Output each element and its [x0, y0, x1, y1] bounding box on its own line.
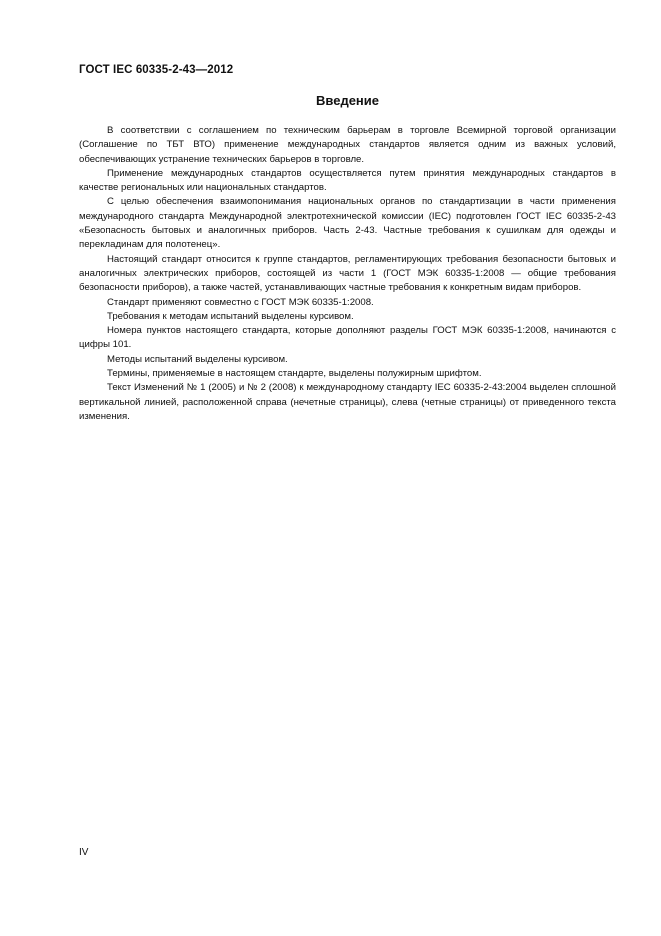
- paragraph-amendments: Текст Изменений № 1 (2005) и № 2 (2008) к международному стандарту IEC 60335-2-43:2004 выделен сплошной вертикальной линией, расположенной справа (нечетные страницы), слева (четные страницы) от приведенного текста изменения.: [79, 382, 616, 422]
- section-title: Введение: [316, 93, 379, 108]
- paragraph-test-methods: Методы испытаний выделены курсивом.: [107, 353, 288, 365]
- paragraph-used-with: Стандарт применяют совместно с ГОСТ МЭК 60335-1:2008.: [107, 296, 374, 308]
- paragraph-scope: Настоящий стандарт относится к группе стандартов, регламентирующих требования безопасности бытовых и аналогичных электрических приборов, состоящей из части 1 (ГОСТ МЭК 60335-1:2008 — общие требования безопасности приборов), а также частей, устанавливающих частные требования к конкретным видам приборов.: [79, 253, 616, 294]
- introduction-body: [79, 124, 616, 424]
- paragraph-purpose: С целью обеспечения взаимопонимания национальных органов по стандартизации в части применения международного стандарта Международной электротехнической комиссии (IEC) подготовлен ГОСТ IEC 60335-2-43 «Безопасность бытовых и аналогичных приборов. Часть 2-43. Частные требования к сушилкам для одежды и перекладинам для полотенец».: [79, 196, 616, 251]
- paragraph-terms: Термины, применяемые в настоящем стандарте, выделены полужирным шрифтом.: [107, 368, 482, 380]
- document-header: ГОСТ IEC 60335-2-43—2012: [79, 64, 234, 76]
- paragraph-test-requirements: Требования к методам испытаний выделены курсивом.: [107, 310, 354, 322]
- page-number: IV: [79, 847, 89, 858]
- paragraph-wto-agreement: В соответствии с соглашением по техническим барьерам в торговле Всемирной торговой организации (Соглашение по ТБТ ВТО) применение международных стандартов является одним из важных условий, обеспечивающих устранение технических барьеров в торговле.: [79, 125, 616, 165]
- paragraph-clause-numbering: Номера пунктов настоящего стандарта, которые дополняют разделы ГОСТ МЭК 60335-1:2008, начинаются с цифры 101.: [79, 325, 616, 351]
- paragraph-adoption: Применение международных стандартов осуществляется путем принятия международных стандартов в качестве региональных или национальных стандартов.: [79, 167, 616, 194]
